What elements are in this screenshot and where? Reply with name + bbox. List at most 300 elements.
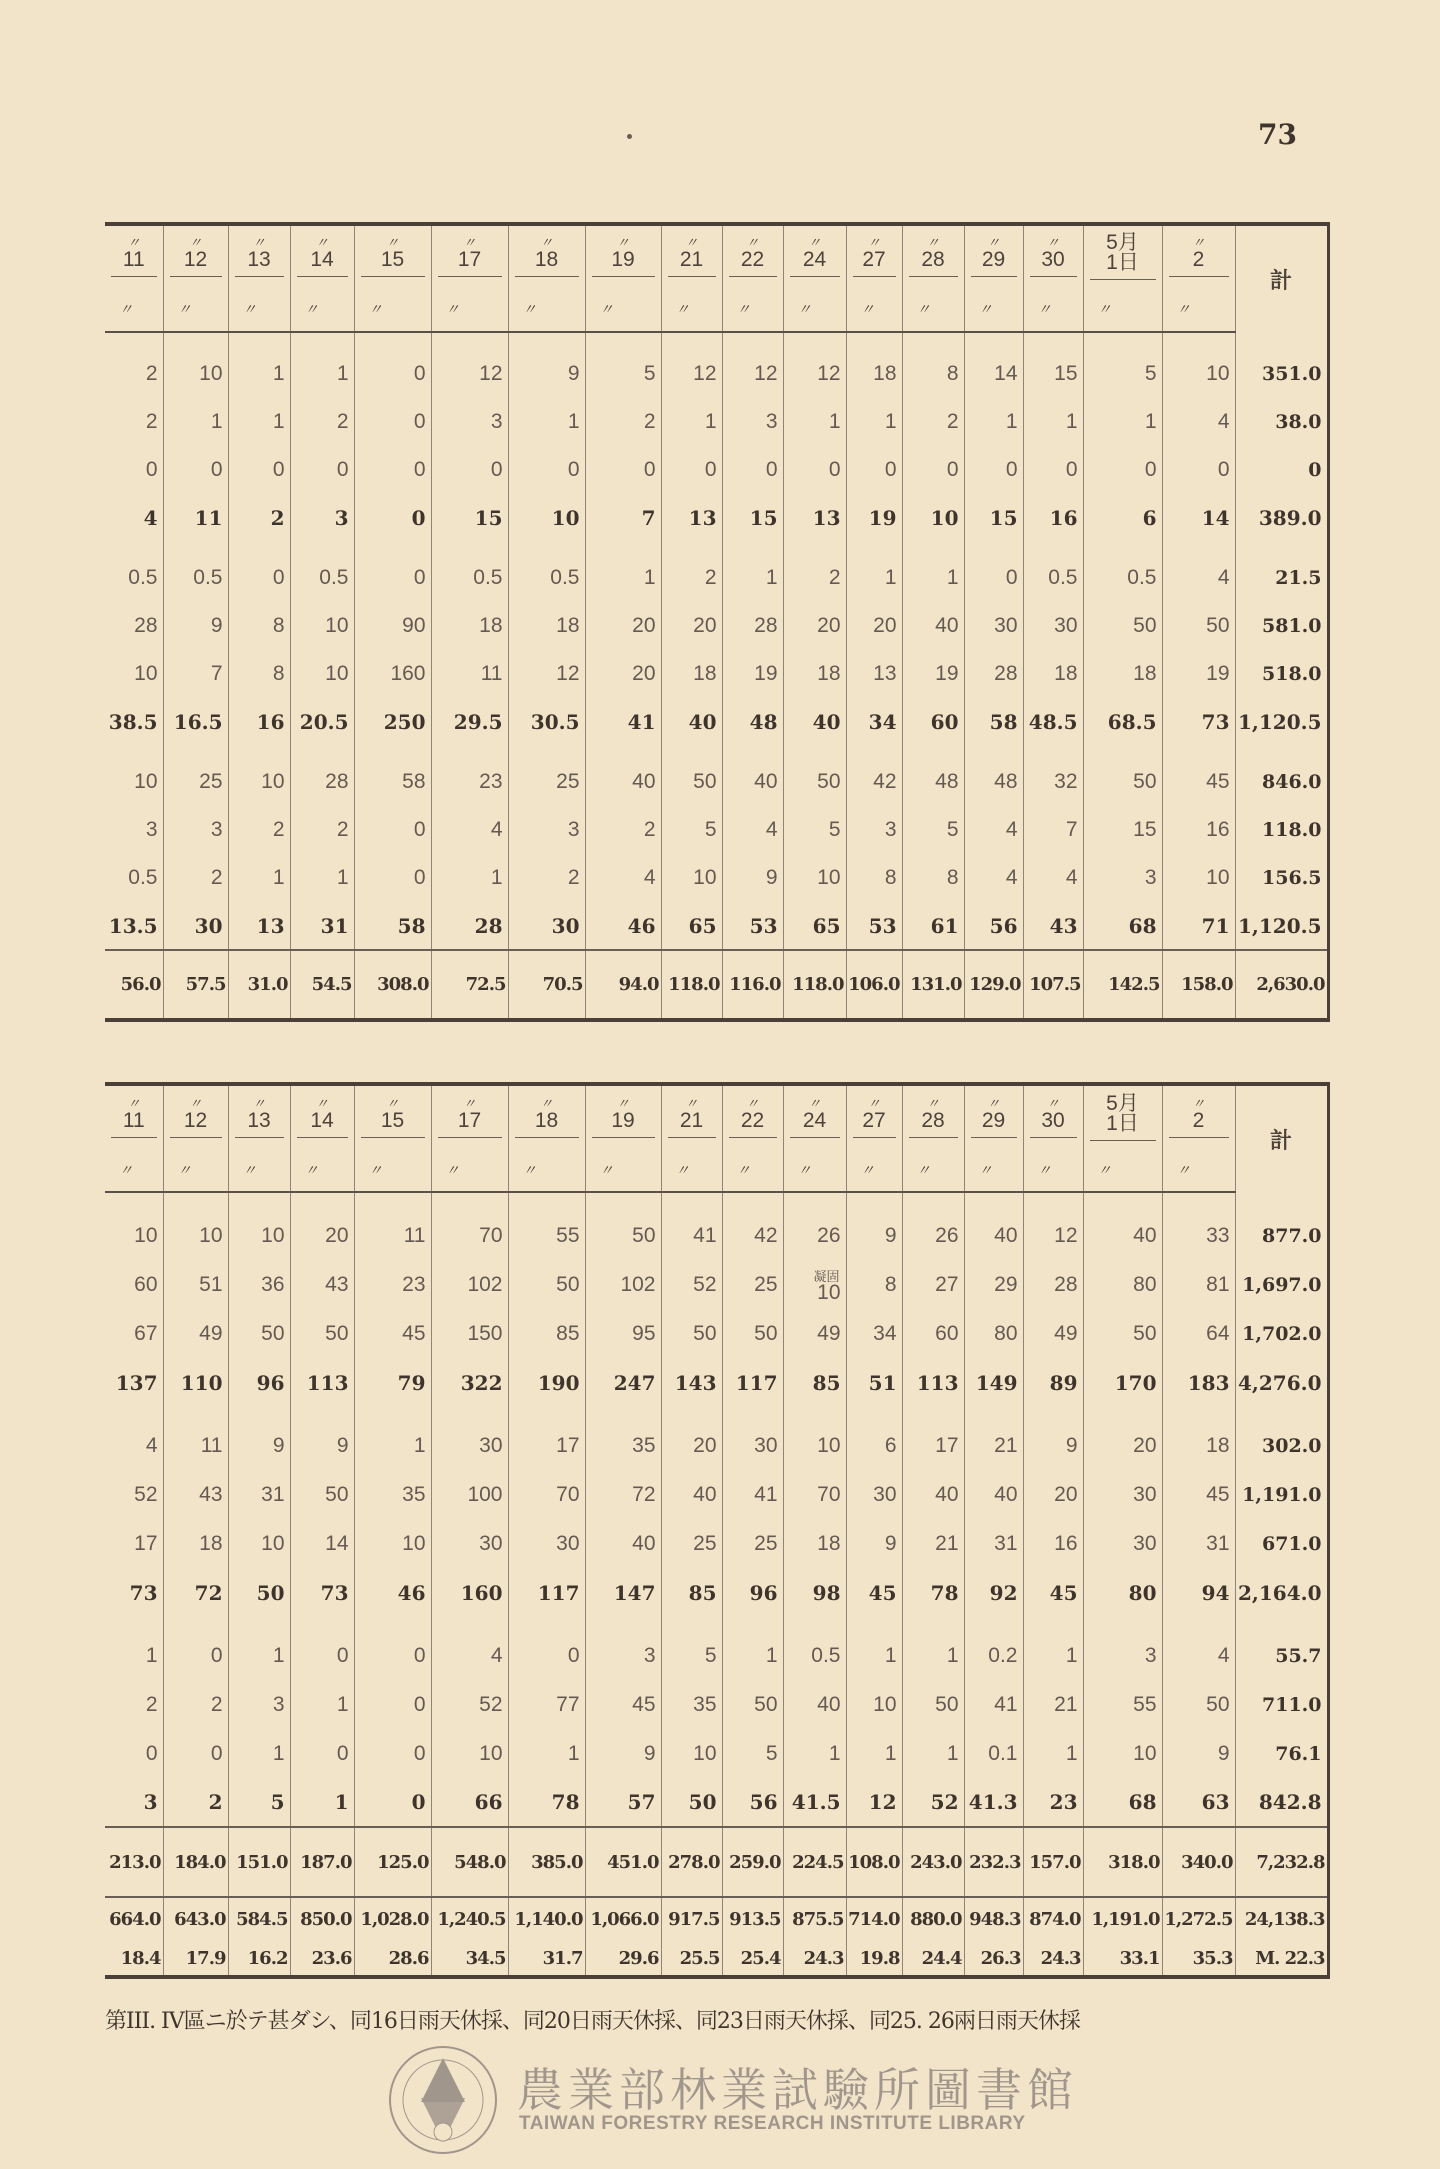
value-cell: 81 xyxy=(1162,1260,1235,1309)
value-cell: 73 xyxy=(290,1568,354,1617)
row-total-cell: 302.0 xyxy=(1235,1421,1328,1470)
value-cell: 80 xyxy=(964,1309,1023,1358)
value-cell: 72 xyxy=(163,1568,228,1617)
value-cell: 10 xyxy=(163,350,228,398)
ditto-mark: 〃 xyxy=(964,286,1023,332)
value-cell: 0 xyxy=(354,398,431,446)
value-cell: 10 xyxy=(902,494,964,542)
value-cell: 52 xyxy=(134,1482,158,1506)
value-cell: 28 xyxy=(722,602,783,650)
value-cell: 41 xyxy=(722,1470,783,1519)
table-row xyxy=(105,1729,1328,1778)
value-cell: 98 xyxy=(783,1568,846,1617)
value-cell: 48 xyxy=(722,698,783,746)
row-total-cell: 581.0 xyxy=(1235,602,1328,650)
value-cell: 0.5 xyxy=(128,866,158,889)
value-cell: 102 xyxy=(585,1260,661,1309)
value-cell: 19 xyxy=(1162,650,1235,698)
row-total-cell: 4,276.0 xyxy=(1235,1358,1328,1407)
value-cell: 40 xyxy=(1083,1211,1162,1260)
value-cell: 20.5 xyxy=(290,698,354,746)
spacer-cell xyxy=(1023,1192,1083,1211)
value-cell: 50 xyxy=(661,1778,722,1827)
value-cell: 28 xyxy=(431,902,508,950)
value-cell: 385.0 xyxy=(508,1827,585,1897)
spacer-cell xyxy=(508,746,585,758)
value-cell: 0 xyxy=(354,1729,431,1778)
spacer-cell xyxy=(105,1407,163,1421)
value-cell: 10 xyxy=(431,1729,508,1778)
value-cell: 14 xyxy=(1162,494,1235,542)
value-cell: 35 xyxy=(354,1470,431,1519)
spacer-cell xyxy=(354,1407,431,1421)
value-cell: 55 xyxy=(508,1211,585,1260)
row-total-cell: 877.0 xyxy=(1235,1211,1328,1260)
value-cell: 65 xyxy=(661,902,722,950)
spacer-cell xyxy=(1083,1192,1162,1211)
value-cell: 58 xyxy=(354,902,431,950)
value-cell: 50 xyxy=(1083,1309,1162,1358)
value-cell: 1 xyxy=(228,1631,290,1680)
value-cell: 150 xyxy=(431,1309,508,1358)
value-cell: 874.0 xyxy=(1023,1897,1083,1941)
value-cell: 4 xyxy=(1162,398,1235,446)
date-label: 14 xyxy=(310,1108,334,1132)
column-header-date xyxy=(290,1084,354,1148)
value-cell: 20 xyxy=(585,602,661,650)
value-cell: 50 xyxy=(722,1680,783,1729)
date-label: 11 xyxy=(122,247,145,271)
value-cell: 60 xyxy=(902,1309,964,1358)
harvest-table-upper xyxy=(105,222,1328,1022)
value-cell: 30 xyxy=(431,1519,508,1568)
spacer-cell xyxy=(661,1192,722,1211)
value-cell: 14 xyxy=(290,1519,354,1568)
column-header-date xyxy=(431,224,508,286)
value-cell: 9 xyxy=(585,1729,661,1778)
value-cell: 4 xyxy=(1162,1631,1235,1680)
value-cell: 1 xyxy=(228,398,290,446)
value-cell: 0 xyxy=(964,446,1023,494)
ditto-mark: 〃 xyxy=(252,1095,266,1111)
value-cell: 36 xyxy=(228,1260,290,1309)
ditto-mark: 〃 xyxy=(783,1148,846,1192)
value-cell: 4 xyxy=(964,806,1023,854)
ditto-mark: 〃 xyxy=(1083,1148,1162,1192)
value-cell: 50 xyxy=(290,1470,354,1519)
date-label: 15 xyxy=(380,1108,405,1132)
column-header-date xyxy=(163,224,228,286)
value-cell: 9 xyxy=(163,602,228,650)
value-cell: 23 xyxy=(431,758,508,806)
value-cell: 58 xyxy=(964,698,1023,746)
spacer-cell xyxy=(1235,1617,1328,1631)
date-label: 5月 1日 xyxy=(1106,1091,1139,1135)
value-cell: 1 xyxy=(290,1680,354,1729)
value-cell: 5 xyxy=(585,350,661,398)
value-cell: 12 xyxy=(508,650,585,698)
row-spacer xyxy=(105,1617,1328,1631)
row-total-cell: 7,232.8 xyxy=(1235,1827,1328,1897)
value-cell: 70 xyxy=(431,1211,508,1260)
value-cell: 160 xyxy=(431,1568,508,1617)
column-header-date xyxy=(1162,1084,1235,1148)
value-cell: 57.5 xyxy=(163,950,228,1020)
value-cell: 4 xyxy=(722,806,783,854)
date-label: 18 xyxy=(534,247,559,271)
value-cell: 6 xyxy=(846,1421,902,1470)
value-cell: 64 xyxy=(1162,1309,1235,1358)
value-cell: 1 xyxy=(163,398,228,446)
value-cell: 30 xyxy=(1083,1519,1162,1568)
spacer-cell xyxy=(1023,1407,1083,1421)
column-header-date xyxy=(105,1084,163,1148)
value-cell: 875.5 xyxy=(783,1897,846,1941)
value-cell: 1 xyxy=(783,398,846,446)
value-cell: 18 xyxy=(661,650,722,698)
value-cell: 42 xyxy=(846,758,902,806)
value-cell: 18 xyxy=(431,602,508,650)
value-cell: 12 xyxy=(661,350,722,398)
value-cell: 50 xyxy=(508,1260,585,1309)
spacer-cell xyxy=(163,1192,228,1211)
value-cell: 40 xyxy=(783,1680,846,1729)
ditto-mark: 〃 xyxy=(585,1148,661,1192)
value-cell: 31.7 xyxy=(508,1941,585,1977)
column-header-date xyxy=(1083,1084,1162,1148)
value-cell: 0 xyxy=(163,446,228,494)
value-cell: 50 xyxy=(783,758,846,806)
value-cell: 15 xyxy=(1023,350,1083,398)
value-cell: 110 xyxy=(163,1358,228,1407)
value-cell: 259.0 xyxy=(722,1827,783,1897)
value-cell: 28 xyxy=(964,650,1023,698)
value-cell: 17 xyxy=(508,1421,585,1470)
spacer-cell xyxy=(964,1407,1023,1421)
value-cell: 0.5 xyxy=(290,554,354,602)
value-cell: 68 xyxy=(1083,1778,1162,1827)
value-cell: 70 xyxy=(508,1470,585,1519)
value-cell: 1 xyxy=(508,398,585,446)
spacer-cell xyxy=(508,1192,585,1211)
value-cell: 142.5 xyxy=(1083,950,1162,1020)
value-cell: 7 xyxy=(585,494,661,542)
row-total-cell: 1,191.0 xyxy=(1235,1470,1328,1519)
value-cell: 20 xyxy=(661,602,722,650)
value-cell: 340.0 xyxy=(1162,1827,1235,1897)
column-header-date xyxy=(783,1084,846,1148)
value-cell: 5 xyxy=(1083,350,1162,398)
value-cell: 73 xyxy=(129,1580,158,1605)
ditto-mark: 〃 xyxy=(1191,1095,1205,1111)
value-cell: 8 xyxy=(228,650,290,698)
value-cell: 117 xyxy=(722,1358,783,1407)
value-cell: 51 xyxy=(163,1260,228,1309)
value-cell: 54.5 xyxy=(290,950,354,1020)
spacer-cell xyxy=(105,1617,163,1631)
value-cell: 40 xyxy=(722,758,783,806)
spacer-cell xyxy=(1083,542,1162,554)
spacer-cell xyxy=(783,1407,846,1421)
spacer-cell xyxy=(902,332,964,350)
ditto-mark: 〃 xyxy=(986,234,1000,250)
table-row xyxy=(105,1309,1328,1358)
column-header-date xyxy=(1162,224,1235,286)
ditto-mark: 〃 xyxy=(1046,1095,1060,1111)
row-total-cell: 846.0 xyxy=(1235,758,1328,806)
spacer-cell xyxy=(846,1192,902,1211)
date-label: 19 xyxy=(611,247,635,271)
value-cell: 20 xyxy=(290,1211,354,1260)
spacer-cell xyxy=(964,1192,1023,1211)
spacer-cell xyxy=(722,1617,783,1631)
value-cell: 16 xyxy=(228,698,290,746)
value-cell: 40 xyxy=(585,1519,661,1568)
value-cell: 71 xyxy=(1162,902,1235,950)
value-cell: 2 xyxy=(290,806,354,854)
table-row xyxy=(105,1631,1328,1680)
spacer-cell xyxy=(1235,332,1328,350)
value-cell: 10 xyxy=(846,1680,902,1729)
ditto-mark: 〃 xyxy=(807,1095,821,1111)
value-cell: 3 xyxy=(1083,1631,1162,1680)
value-cell: 52 xyxy=(902,1778,964,1827)
value-cell: 1 xyxy=(354,1421,431,1470)
value-cell: 8 xyxy=(902,350,964,398)
value-cell: 0 xyxy=(163,1729,228,1778)
value-cell: 56.0 xyxy=(105,950,163,1020)
column-header-date xyxy=(902,224,964,286)
value-cell: 322 xyxy=(431,1358,508,1407)
value-cell: 2 xyxy=(585,806,661,854)
value-cell: 25.5 xyxy=(661,1941,722,1977)
value-cell: 190 xyxy=(508,1358,585,1407)
value-cell: 4 xyxy=(143,506,158,530)
ditto-mark: 〃 xyxy=(431,286,508,332)
value-cell: 95 xyxy=(585,1309,661,1358)
ditto-mark: 〃 xyxy=(1162,1148,1235,1192)
value-cell: 72 xyxy=(585,1470,661,1519)
spacer-cell xyxy=(290,1407,354,1421)
value-cell: 40 xyxy=(661,698,722,746)
spacer-cell xyxy=(964,1617,1023,1631)
value-cell: 0 xyxy=(585,446,661,494)
value-cell: 0.5 xyxy=(1083,554,1162,602)
ditto-mark: 〃 xyxy=(1083,286,1162,332)
date-label: 28 xyxy=(921,247,945,271)
value-cell: 4 xyxy=(1023,854,1083,902)
value-cell: 108.0 xyxy=(846,1827,902,1897)
ditto-mark: 〃 xyxy=(315,234,329,250)
table-row xyxy=(105,1680,1328,1729)
column-header-date xyxy=(661,1084,722,1148)
value-cell: 31 xyxy=(964,1519,1023,1568)
ditto-mark: 〃 xyxy=(926,234,940,250)
value-cell: 19 xyxy=(722,650,783,698)
value-cell: 4 xyxy=(145,1433,158,1457)
value-cell: 61 xyxy=(902,902,964,950)
row-total-cell: 711.0 xyxy=(1235,1680,1328,1729)
spacer-cell xyxy=(163,1617,228,1631)
column-header-date xyxy=(846,224,902,286)
value-cell: 3 xyxy=(508,806,585,854)
value-cell: 2 xyxy=(145,362,158,385)
value-cell: 2 xyxy=(902,398,964,446)
value-cell: 0.5 xyxy=(163,554,228,602)
spacer-cell xyxy=(228,1192,290,1211)
ditto-mark: 〃 xyxy=(867,234,881,250)
spacer-cell xyxy=(661,1407,722,1421)
ditto-mark: 〃 xyxy=(807,234,821,250)
value-cell: 2 xyxy=(163,854,228,902)
value-cell: 48 xyxy=(902,758,964,806)
value-cell: 1 xyxy=(846,398,902,446)
value-cell: 40 xyxy=(902,1470,964,1519)
spacer-cell xyxy=(163,542,228,554)
spacer-cell xyxy=(1235,1407,1328,1421)
value-cell: 23 xyxy=(1023,1778,1083,1827)
spacer-cell xyxy=(1083,1617,1162,1631)
row-spacer xyxy=(105,542,1328,554)
value-cell: 0 xyxy=(783,446,846,494)
value-cell: 0 xyxy=(290,1729,354,1778)
date-label: 29 xyxy=(981,247,1006,271)
value-cell: 45 xyxy=(1162,1470,1235,1519)
row-total-cell: 24,138.3 xyxy=(1235,1897,1328,1941)
value-cell: 21 xyxy=(1023,1680,1083,1729)
ditto-mark: 〃 xyxy=(1162,286,1235,332)
value-cell: 18.4 xyxy=(120,1947,161,1969)
column-header-date xyxy=(585,224,661,286)
value-cell: 25.4 xyxy=(722,1941,783,1977)
value-cell: 1 xyxy=(902,1729,964,1778)
spacer-cell xyxy=(846,332,902,350)
value-cell: 1 xyxy=(508,1729,585,1778)
spacer-cell xyxy=(846,1407,902,1421)
value-cell: 58 xyxy=(354,758,431,806)
value-cell: 15 xyxy=(722,494,783,542)
value-cell: 33.1 xyxy=(1083,1941,1162,1977)
value-cell: 40 xyxy=(964,1211,1023,1260)
value-cell: 0 xyxy=(722,446,783,494)
value-cell xyxy=(783,1260,846,1309)
ditto-mark: 〃 xyxy=(354,286,431,332)
ditto-mark: 〃 xyxy=(163,1148,228,1192)
row-total-cell: 55.7 xyxy=(1235,1631,1328,1680)
value-cell: 10 xyxy=(228,758,290,806)
value-cell: 41 xyxy=(585,698,661,746)
column-header-date xyxy=(783,224,846,286)
table-row xyxy=(105,854,1328,902)
value-cell: 0 xyxy=(354,806,431,854)
date-label: 28 xyxy=(921,1108,945,1132)
value-cell: 2 xyxy=(163,1680,228,1729)
value-cell: 4 xyxy=(964,854,1023,902)
ditto-mark: 〃 xyxy=(508,286,585,332)
value-cell: 0 xyxy=(1162,446,1235,494)
value-cell: 1 xyxy=(846,1631,902,1680)
value-cell: 29 xyxy=(964,1260,1023,1309)
spacer-cell xyxy=(508,1407,585,1421)
value-cell: 23 xyxy=(354,1260,431,1309)
value-cell: 10 xyxy=(354,1519,431,1568)
ditto-mark: 〃 xyxy=(462,234,476,250)
date-label: 2 xyxy=(1192,1108,1205,1132)
value-cell: 100 xyxy=(431,1470,508,1519)
subtotal-row xyxy=(105,1778,1328,1827)
value-cell: 30 xyxy=(846,1470,902,1519)
value-cell: 68 xyxy=(1083,902,1162,950)
value-cell: 116.0 xyxy=(722,950,783,1020)
spacer-cell xyxy=(661,746,722,758)
column-header-date xyxy=(846,1084,902,1148)
value-cell: 948.3 xyxy=(964,1897,1023,1941)
subtotal-row xyxy=(105,698,1328,746)
value-cell: 13 xyxy=(661,494,722,542)
column-header-date xyxy=(722,224,783,286)
value-cell: 15 xyxy=(964,494,1023,542)
header-row-dates xyxy=(105,224,1328,286)
value-cell: 50 xyxy=(585,1211,661,1260)
value-cell: 17.9 xyxy=(163,1941,228,1977)
header-row-dates xyxy=(105,1084,1328,1148)
date-label: 24 xyxy=(802,247,827,271)
value-cell: 18 xyxy=(783,1519,846,1568)
column-header-date xyxy=(902,1084,964,1148)
ditto-mark: 〃 xyxy=(722,286,783,332)
value-cell: 43 xyxy=(1023,902,1083,950)
spacer-cell xyxy=(1235,1192,1328,1211)
spacer-cell xyxy=(661,1617,722,1631)
value-cell: 9 xyxy=(846,1211,902,1260)
value-cell: 49 xyxy=(783,1309,846,1358)
ditto-mark: 〃 xyxy=(846,286,902,332)
value-cell: 880.0 xyxy=(902,1897,964,1941)
ditto-mark: 〃 xyxy=(1046,234,1060,250)
date-label: 27 xyxy=(862,1108,886,1132)
value-cell: 0 xyxy=(1083,446,1162,494)
value-cell: 46 xyxy=(354,1568,431,1617)
value-cell: 0 xyxy=(354,446,431,494)
value-cell: 12 xyxy=(1023,1211,1083,1260)
ditto-mark: 〃 xyxy=(616,234,630,250)
ditto-mark: 〃 xyxy=(902,1148,964,1192)
ditto-mark: 〃 xyxy=(986,1095,1000,1111)
value-cell: 25 xyxy=(722,1260,783,1309)
speck-mark xyxy=(627,134,632,139)
value-cell: 52 xyxy=(661,1260,722,1309)
ditto-mark: 〃 xyxy=(127,234,141,250)
value-cell: 30 xyxy=(163,902,228,950)
value-cell: 38.5 xyxy=(108,710,158,734)
date-label: 13 xyxy=(247,1108,271,1132)
value-cell: 183 xyxy=(1162,1358,1235,1407)
value-cell: 232.3 xyxy=(964,1827,1023,1897)
value-cell: 9 xyxy=(228,1421,290,1470)
value-cell: 10 xyxy=(163,1211,228,1260)
ditto-mark: 〃 xyxy=(846,1148,902,1192)
value-cell: 51 xyxy=(846,1358,902,1407)
value-cell: 30 xyxy=(431,1421,508,1470)
ditto-mark: 〃 xyxy=(385,1095,399,1111)
value-cell: 26 xyxy=(902,1211,964,1260)
value-cell: 4 xyxy=(431,1631,508,1680)
value-cell: 18 xyxy=(1083,650,1162,698)
value-cell: 94 xyxy=(1162,1568,1235,1617)
value-cell: 143 xyxy=(661,1358,722,1407)
value-cell: 49 xyxy=(1023,1309,1083,1358)
value-cell: 77 xyxy=(508,1680,585,1729)
